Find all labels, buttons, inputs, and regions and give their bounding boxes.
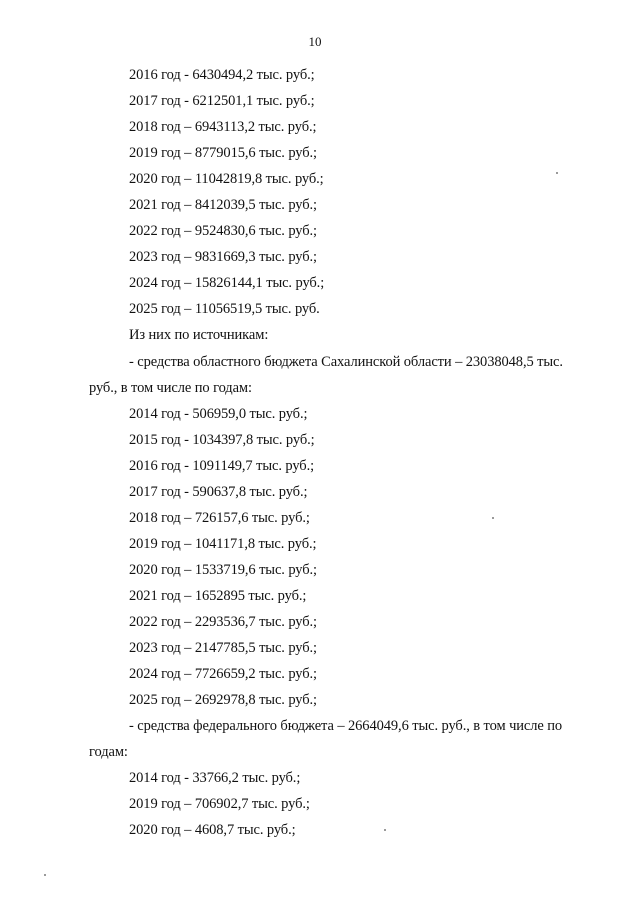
scan-speck — [492, 517, 494, 519]
text-line: 2022 год – 2293536,7 тыс. руб.; — [129, 613, 317, 630]
text-line: 2018 год – 726157,6 тыс. руб.; — [129, 509, 310, 526]
text-line: 2022 год – 9524830,6 тыс. руб.; — [129, 223, 317, 240]
text-line: 2023 год – 2147785,5 тыс. руб.; — [129, 640, 317, 657]
scan-speck — [44, 874, 46, 876]
text-line: 2021 год – 1652895 тыс. руб.; — [129, 587, 307, 604]
text-line: - средства федерального бюджета – 2664049,6 тыс. руб., в том числе по — [129, 718, 563, 735]
text-line: 2016 год - 6430494,2 тыс. руб.; — [129, 67, 315, 83]
text-line: годам: — [89, 744, 128, 761]
text-line: 2019 год – 8779015,6 тыс. руб.; — [129, 145, 317, 162]
text-line: 2017 год - 590637,8 тыс. руб.; — [129, 483, 308, 500]
document-body — [0, 66, 630, 847]
text-line: 2014 год - 506959,0 тыс. руб.; — [129, 405, 308, 422]
text-line: 2021 год – 8412039,5 тыс. руб.; — [129, 197, 317, 214]
text-line: 2020 год – 11042819,8 тыс. руб.; — [129, 171, 324, 188]
text-line: 2018 год – 6943113,2 тыс. руб.; — [129, 119, 317, 136]
page-number: 10 — [308, 34, 322, 49]
text-line: руб., в том числе по годам: — [89, 379, 252, 396]
scan-speck — [384, 829, 386, 831]
text-line: - средства областного бюджета Сахалинской области – 23038048,5 тыс. — [129, 353, 563, 370]
text-line: 2019 год – 1041171,8 тыс. руб.; — [129, 535, 317, 552]
text-line: 2024 год – 7726659,2 тыс. руб.; — [129, 666, 317, 683]
text-line: 2020 год – 4608,7 тыс. руб.; — [129, 822, 296, 839]
text-line: Из них по источникам: — [129, 327, 269, 344]
scan-speck — [556, 172, 558, 174]
text-line: 2019 год – 706902,7 тыс. руб.; — [129, 796, 310, 813]
text-line: 2016 год - 1091149,7 тыс. руб.; — [129, 457, 315, 474]
text-line: 2025 год – 11056519,5 тыс. руб. — [129, 301, 320, 318]
text-line: 2017 год - 6212501,1 тыс. руб.; — [129, 93, 315, 110]
text-line: 2015 год - 1034397,8 тыс. руб.; — [129, 431, 315, 448]
text-line: 2023 год – 9831669,3 тыс. руб.; — [129, 249, 317, 266]
text-line: 2020 год – 1533719,6 тыс. руб.; — [129, 561, 317, 578]
text-line: 2024 год – 15826144,1 тыс. руб.; — [129, 275, 325, 292]
text-line: 2014 год - 33766,2 тыс. руб.; — [129, 770, 301, 787]
text-line: 2025 год – 2692978,8 тыс. руб.; — [129, 692, 317, 709]
